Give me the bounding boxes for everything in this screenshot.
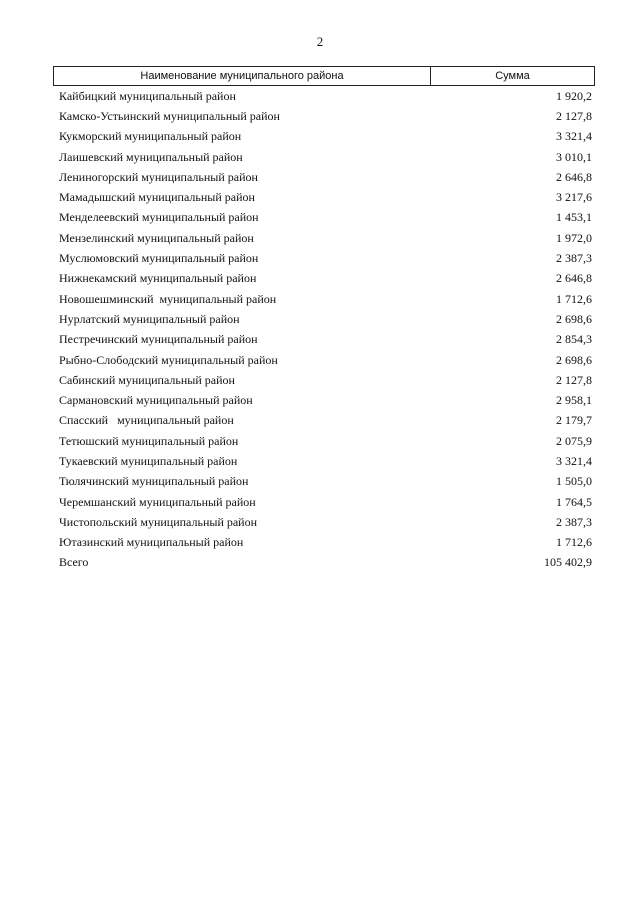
table-row xyxy=(53,269,595,289)
district-sum: 2 075,9 xyxy=(556,433,592,448)
district-sum: 2 179,7 xyxy=(556,413,592,428)
table-row xyxy=(53,330,595,350)
district-sum: 2 387,3 xyxy=(556,514,592,529)
district-sum: 2 127,8 xyxy=(556,372,592,387)
table-row xyxy=(53,350,595,370)
district-name: Кайбицкий муниципальный район xyxy=(59,88,236,103)
district-name: Тукаевский муниципальный район xyxy=(59,453,238,468)
table-row xyxy=(53,411,595,431)
table-row xyxy=(53,248,595,268)
table-row xyxy=(53,512,595,532)
district-sum: 2 698,6 xyxy=(556,311,592,326)
district-name: Лениногорский муниципальный район xyxy=(59,169,258,184)
table-row xyxy=(53,127,595,147)
district-sum: 2 387,3 xyxy=(556,251,592,266)
district-sum: 3 321,4 xyxy=(556,129,592,144)
district-sum: 2 127,8 xyxy=(556,108,592,123)
district-name: Мензелинский муниципальный район xyxy=(59,230,254,245)
district-name: Спасский муниципальный район xyxy=(59,413,234,428)
district-sum: 2 646,8 xyxy=(556,271,592,286)
district-sum: 1 764,5 xyxy=(556,494,592,509)
district-name: Камско-Устьинский муниципальный район xyxy=(59,108,280,123)
table-body xyxy=(53,86,595,573)
district-name: Менделеевский муниципальный район xyxy=(59,210,259,225)
district-sum: 2 646,8 xyxy=(556,169,592,184)
district-name: Нурлатский муниципальный район xyxy=(59,311,240,326)
district-sum: 1 920,2 xyxy=(556,88,592,103)
district-name: Мамадышский муниципальный район xyxy=(59,190,255,205)
district-sum: 2 854,3 xyxy=(556,332,592,347)
table-row xyxy=(53,492,595,512)
district-name: Рыбно-Слободский муниципальный район xyxy=(59,352,278,367)
table-row xyxy=(53,370,595,390)
table-row xyxy=(53,289,595,309)
table-row xyxy=(53,451,595,471)
total-sum: 105 402,9 xyxy=(544,555,592,570)
district-name: Новошешминский муниципальный район xyxy=(59,291,277,306)
table-header xyxy=(53,66,595,86)
table-row xyxy=(53,533,595,553)
total-label: Всего xyxy=(59,555,89,570)
header-district-name: Наименование муниципального района xyxy=(54,67,431,85)
district-name: Пестречинский муниципальный район xyxy=(59,332,258,347)
table-row xyxy=(53,106,595,126)
district-name: Лаишевский муниципальный район xyxy=(59,149,243,164)
district-name: Тетюшский муниципальный район xyxy=(59,433,239,448)
district-name: Ютазинский муниципальный район xyxy=(59,535,244,550)
district-sum: 3 217,6 xyxy=(556,190,592,205)
table-row xyxy=(53,187,595,207)
district-name: Муслюмовский муниципальный район xyxy=(59,251,259,266)
table-row xyxy=(53,431,595,451)
table-row xyxy=(53,228,595,248)
district-sum: 3 321,4 xyxy=(556,453,592,468)
page-number: 2 xyxy=(316,34,324,49)
district-sum: 1 712,6 xyxy=(556,535,592,550)
district-sum: 2 958,1 xyxy=(556,393,592,408)
district-name: Сармановский муниципальный район xyxy=(59,393,253,408)
district-name: Чистопольский муниципальный район xyxy=(59,514,258,529)
district-name: Тюлячинский муниципальный район xyxy=(59,474,249,489)
table-row xyxy=(53,167,595,187)
table-row xyxy=(53,472,595,492)
district-name: Нижнекамский муниципальный район xyxy=(59,271,257,286)
district-sum-table xyxy=(53,66,595,573)
district-name: Сабинский муниципальный район xyxy=(59,372,235,387)
district-sum: 1 505,0 xyxy=(556,474,592,489)
table-row xyxy=(53,86,595,106)
district-sum: 1 712,6 xyxy=(556,291,592,306)
district-sum: 3 010,1 xyxy=(556,149,592,164)
total-row xyxy=(53,553,595,573)
district-name: Кукморский муниципальный район xyxy=(59,129,242,144)
table-row xyxy=(53,208,595,228)
district-name: Черемшанский муниципальный район xyxy=(59,494,256,509)
district-sum: 1 972,0 xyxy=(556,230,592,245)
district-sum: 2 698,6 xyxy=(556,352,592,367)
table-row xyxy=(53,390,595,410)
header-sum: Сумма xyxy=(495,70,530,82)
table-row xyxy=(53,309,595,329)
district-sum: 1 453,1 xyxy=(556,210,592,225)
table-row xyxy=(53,147,595,167)
